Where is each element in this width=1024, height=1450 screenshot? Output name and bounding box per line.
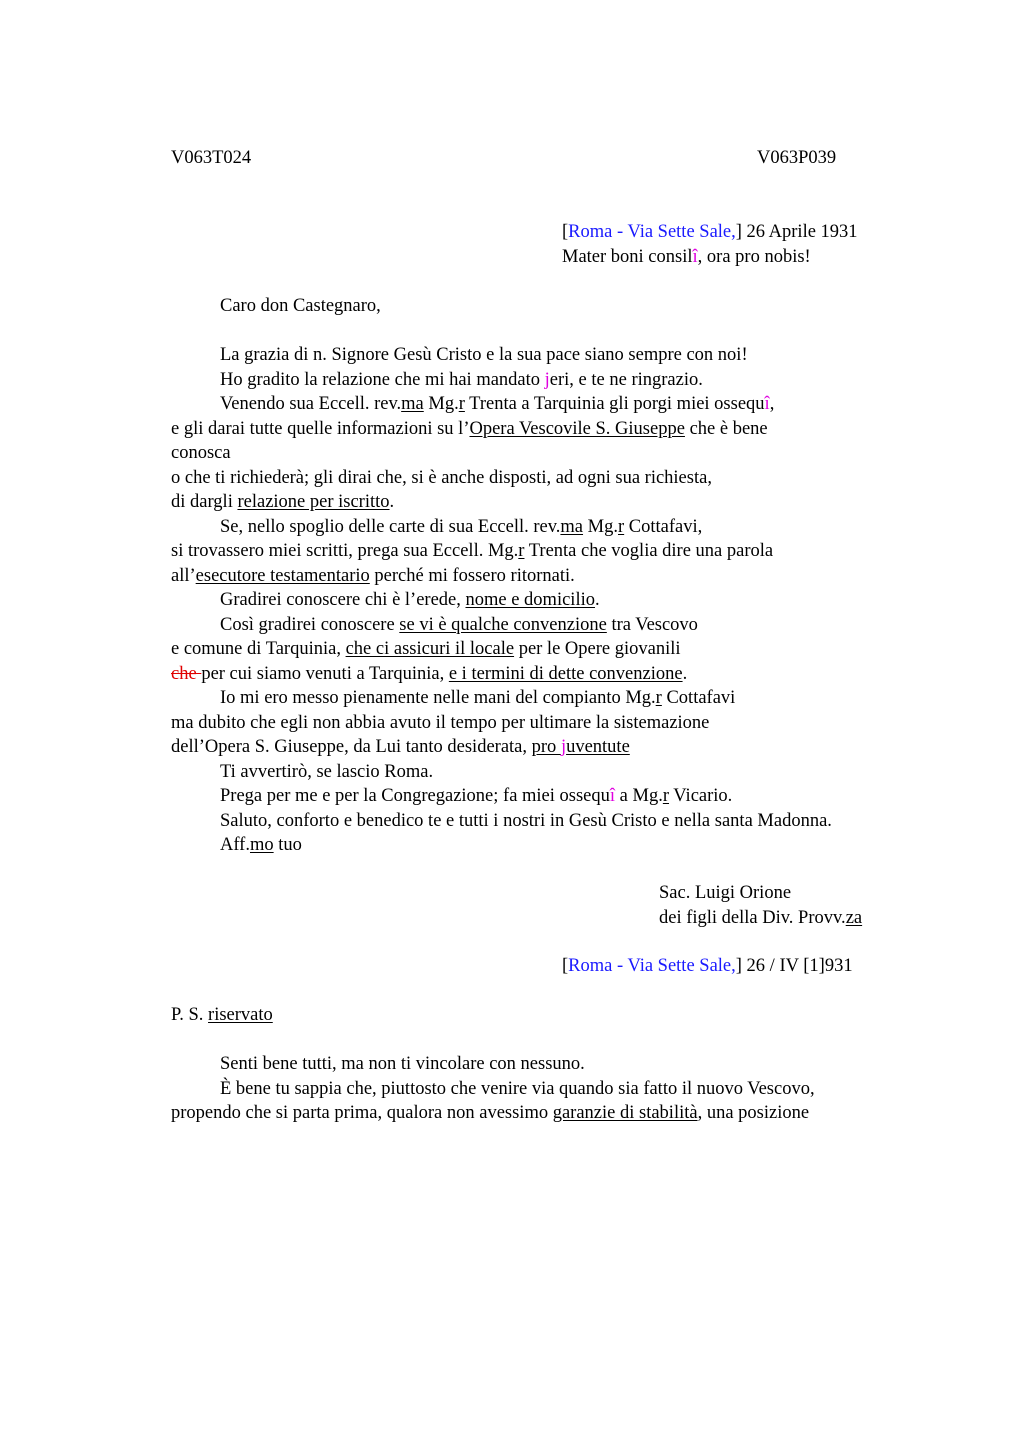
body-line: di dargli relazione per iscritto. — [171, 492, 395, 512]
deleted-word: che — [171, 663, 202, 684]
postscript-line: propendo che si parta prima, qualora non avessimo garanzie di stabilità, una posizione — [171, 1103, 810, 1123]
body-line: Venendo sua Eccell. rev.ma Mg.r Trenta a Tarquinia gli porgi miei ossequî, — [220, 394, 775, 414]
body-line: Gradirei conoscere chi è l’erede, nome e domicilio. — [220, 590, 600, 610]
body-line: si trovassero miei scritti, prega sua Eccell. Mg.r Trenta che voglia dire una parola — [171, 541, 774, 561]
body-line: Aff.mo tuo — [220, 835, 302, 855]
place-name: Roma - Via Sette Sale, — [568, 956, 736, 976]
signature-title: dei figli della Div. Provv.za — [659, 907, 863, 928]
body-line: Prega per me e per la Congregazione; fa miei ossequî a Mg.r Vicario. — [220, 786, 733, 806]
body-line: conosca — [171, 443, 231, 463]
body-line: all’esecutore testamentario perché mi fossero ritornati. — [171, 565, 575, 586]
body-line: ma dubito che egli non abbia avuto il tempo per ultimare la sistemazione — [171, 712, 710, 733]
postscript-line: È bene tu sappia che, piuttosto che venire via quando sia fatto il nuovo Vescovo, — [220, 1078, 815, 1099]
postscript-line: Senti bene tutti, ma non ti vincolare con nessuno. — [220, 1054, 585, 1074]
body-line: Ho gradito la relazione che mi hai mandato jeri, e te ne ringrazio. — [220, 369, 703, 390]
greeting: Caro don Castegnaro, — [220, 296, 381, 316]
motto: Mater boni consilî, ora pro nobis! — [562, 246, 811, 267]
body-line: dell’Opera S. Giuseppe, da Lui tanto desiderata, pro juventute — [171, 737, 630, 757]
closing-date: [Roma - Via Sette Sale,] 26 / IV [1]931 — [562, 956, 853, 976]
body-line: Se, nello spoglio delle carte di sua Eccell. rev.ma Mg.r Cottafavi, — [220, 516, 703, 537]
body-line: Così gradirei conoscere se vi è qualche convenzione tra Vescovo — [220, 614, 698, 635]
body-line: o che ti richiederà; gli dirai che, si è anche disposti, ad ogni sua richiesta, — [171, 467, 712, 488]
body-line: e gli darai tutte quelle informazioni su l’Opera Vescovile S. Giuseppe che è bene — [171, 418, 768, 439]
body-line: Saluto, conforto e benedico te e tutti i nostri in Gesù Cristo e nella santa Madonna. — [220, 810, 832, 831]
body-line: La grazia di n. Signore Gesù Cristo e la sua pace siano sempre con noi! — [220, 345, 748, 365]
document-code-right: V063P039 — [757, 148, 837, 168]
signature-name: Sac. Luigi Orione — [659, 883, 792, 903]
postscript-label: P. S. riservato — [171, 1005, 273, 1025]
body-line: Io mi ero messo pienamente nelle mani del compianto Mg.r Cottafavi — [220, 688, 736, 708]
place-name: Roma - Via Sette Sale, — [568, 222, 736, 242]
body-line: Ti avvertirò, se lascio Roma. — [220, 761, 434, 782]
body-line: e comune di Tarquinia, che ci assicuri il locale per le Opere giovanili — [171, 639, 681, 659]
document-code-left: V063T024 — [171, 148, 252, 168]
body-line: che per cui siamo venuti a Tarquinia, e i termini di dette convenzione. — [171, 663, 688, 684]
dateline: [Roma - Via Sette Sale,] 26 Aprile 1931 — [562, 222, 858, 242]
